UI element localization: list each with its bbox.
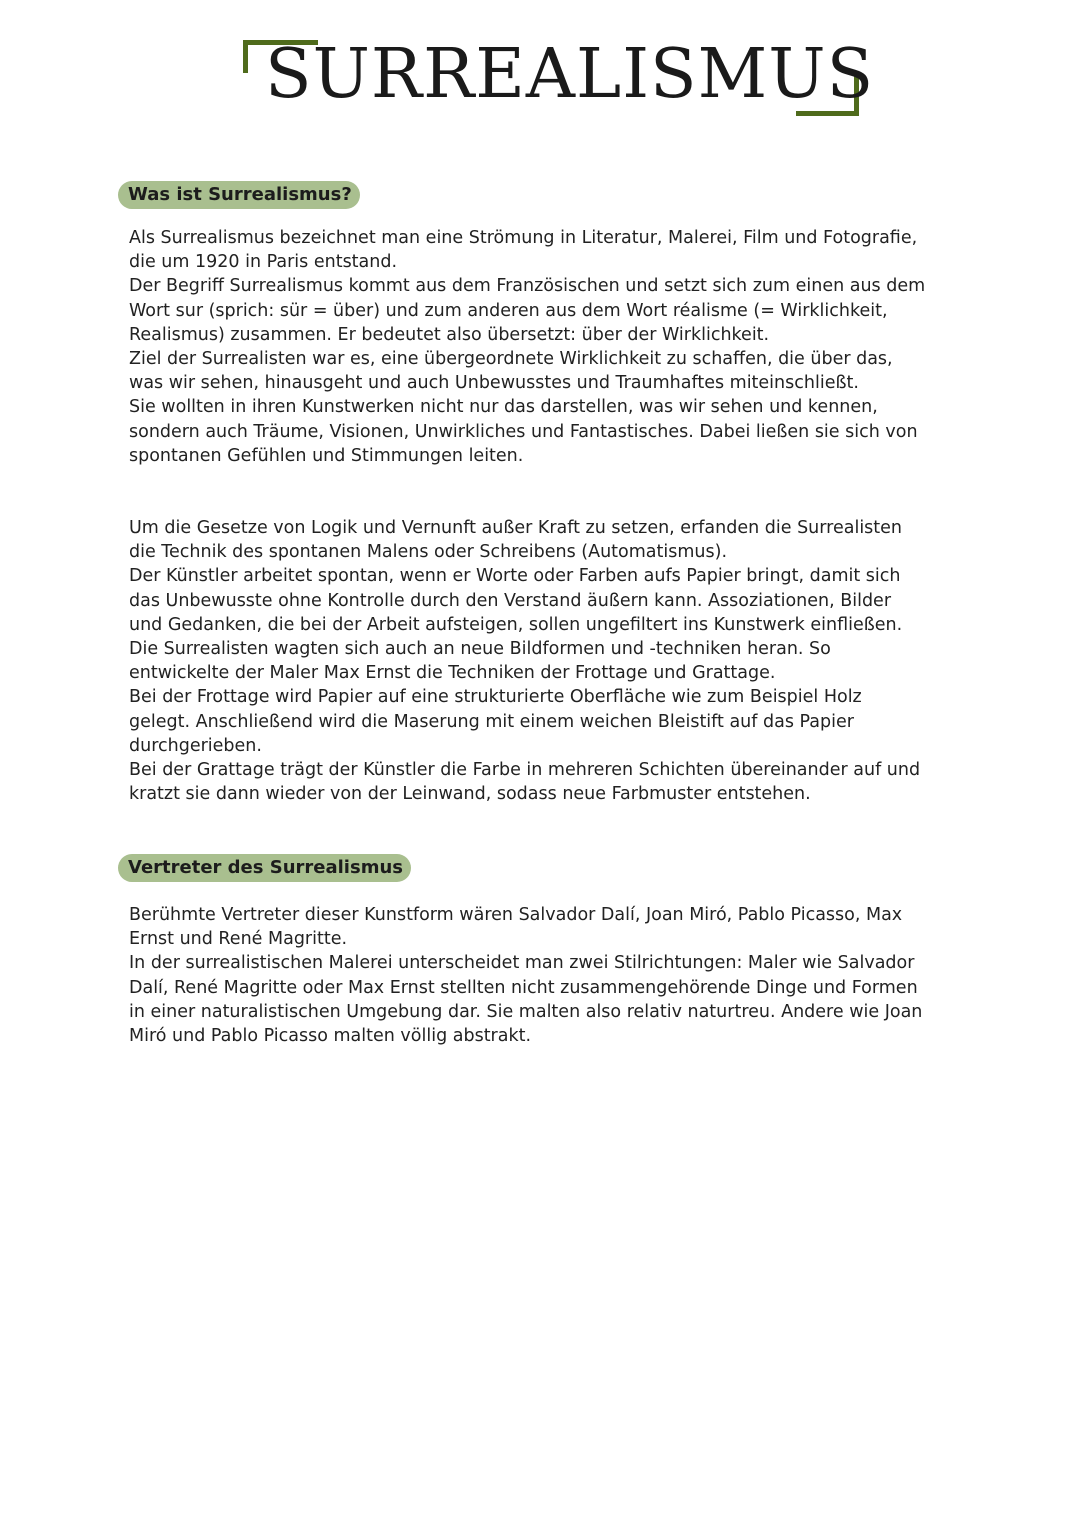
paragraph-representatives <box>129 903 959 1048</box>
text-line: Um die Gesetze von Logik und Vernunft außer Kraft zu setzen, erfanden die Surrealisten <box>129 518 903 538</box>
text-line: was wir sehen, hinausgeht und auch Unbewusstes und Traumhaftes miteinschließt. <box>129 373 859 394</box>
paragraph-techniques <box>129 516 959 806</box>
text-line: durchgerieben. <box>129 735 262 756</box>
text-line: Bei der Grattage trägt der Künstler die Farbe in mehreren Schichten übereinander auf und <box>129 760 921 781</box>
page-title: SURREALISMUS <box>265 35 875 114</box>
text-line: Sie wollten in ihren Kunstwerken nicht nur das darstellen, was wir sehen und kennen, <box>129 397 878 418</box>
text-line: die Technik des spontanen Malens oder Schreibens (Automatismus). <box>129 542 728 563</box>
text-line: und Gedanken, die bei der Arbeit aufsteigen, sollen ungefiltert ins Kunstwerk einfließen. <box>129 614 903 635</box>
text-line: die um 1920 in Paris entstand. <box>129 252 398 273</box>
title-block <box>243 35 875 116</box>
section-heading-vertreter: Vertreter des Surrealismus <box>118 854 411 882</box>
text-line: Der Künstler arbeitet spontan, wenn er Worte oder Farben aufs Papier bringt, damit sich <box>129 566 901 587</box>
text-line: das Unbewusste ohne Kontrolle durch den Verstand äußern kann. Assoziationen, Bilder <box>129 590 892 611</box>
text-line: Die Surrealisten wagten sich auch an neue Bildformen und -techniken heran. So <box>129 639 831 660</box>
section-heading-was-ist: Was ist Surrealismus? <box>118 181 360 209</box>
text-line: Ernst und René Magritte. <box>129 929 348 950</box>
text-line: Berühmte Vertreter dieser Kunstform wären Salvador Dalí, Joan Miró, Pablo Picasso, Max <box>129 905 903 925</box>
text-line: Wort sur (sprich: sür = über) und zum anderen aus dem Wort réalisme (= Wirklichkeit, <box>129 300 888 321</box>
text-line: Realismus) zusammen. Er bedeutet also übersetzt: über der Wirklichkeit. <box>129 324 770 345</box>
paragraph-definition <box>129 226 959 468</box>
text-line: Miró und Pablo Picasso malten völlig abstrakt. <box>129 1026 532 1047</box>
text-line: Bei der Frottage wird Papier auf eine strukturierte Oberfläche wie zum Beispiel Holz <box>129 687 862 708</box>
text-line: in einer naturalistischen Umgebung dar. Sie malten also relativ naturtreu. Andere wie Joan <box>129 1001 923 1022</box>
text-line: sondern auch Träume, Visionen, Unwirkliches und Fantastisches. Dabei ließen sie sich von <box>129 421 918 442</box>
text-line: In der surrealistischen Malerei unterscheidet man zwei Stilrichtungen: Maler wie Salvador <box>129 953 915 974</box>
text-line: entwickelte der Maler Max Ernst die Techniken der Frottage und Grattage. <box>129 663 776 684</box>
text-line: gelegt. Anschließend wird die Maserung mit einem weichen Bleistift auf das Papier <box>129 711 854 732</box>
text-line: Dalí, René Magritte oder Max Ernst stellten nicht zusammengehörende Dinge und Formen <box>129 977 918 998</box>
text-line: spontanen Gefühlen und Stimmungen leiten. <box>129 445 524 466</box>
text-line: Ziel der Surrealisten war es, eine übergeordnete Wirklichkeit zu schaffen, die über das, <box>129 349 893 370</box>
text-line: Der Begriff Surrealismus kommt aus dem Französischen und setzt sich zum einen aus dem <box>129 276 926 297</box>
text-line: Als Surrealismus bezeichnet man eine Strömung in Literatur, Malerei, Film und Fotografie, <box>129 228 918 248</box>
text-line: kratzt sie dann wieder von der Leinwand, sodass neue Farbmuster entstehen. <box>129 784 811 805</box>
